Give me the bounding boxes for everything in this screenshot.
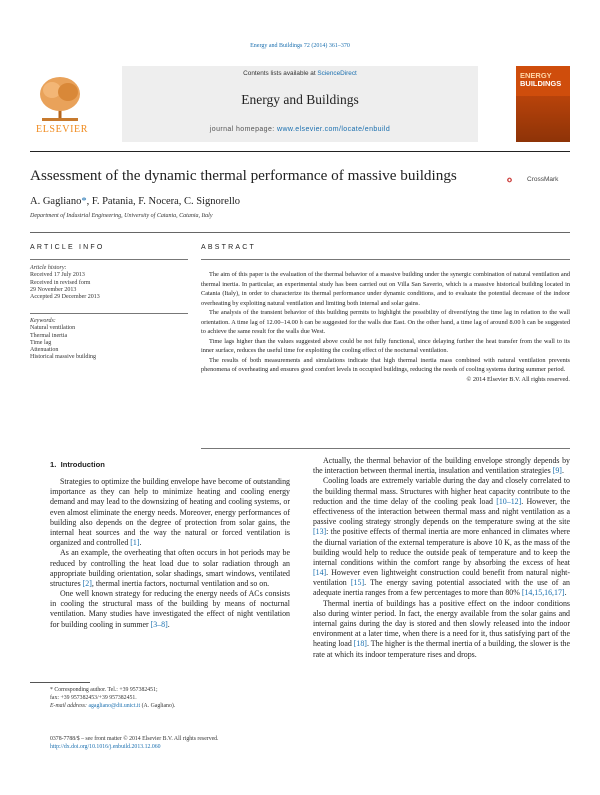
- article-history: [30, 265, 190, 301]
- citation-link[interactable]: [15]: [350, 578, 365, 588]
- email-owner: (A. Gagliano).: [141, 703, 176, 709]
- paragraph-text: Thermal inertia of buildings has a positive effect on the indoor conditions also during winter period. In fact, the energy available from the solar gains and internal gains during the day is stored and then slowly released into the indoor environment at a later time, when there is a need for it, thus satisfying part of the heating load: [313, 598, 570, 649]
- contents-prefix: Contents lists available at: [243, 70, 316, 77]
- affiliation: Department of Industrial Engineering, University of Catania, Catania, Italy: [30, 213, 213, 219]
- issn-line: 0378-7788/$ – see front matter © 2014 Elsevier B.V. All rights reserved.: [50, 736, 219, 742]
- history-rule: [30, 313, 188, 314]
- doi-link[interactable]: http://dx.doi.org/10.1016/j.enbuild.2013.12.060: [50, 744, 161, 750]
- paragraph-text: : the positive effects of thermal inertia are more enhanced in climates where the diurnal variation of the external temperature is above 10 K, as the mass of the building would help to reduce the outside peak of temperature and to keep the internal conditions within the comfort range by absorbing the excess of heat: [313, 527, 570, 567]
- body-paragraph: One well known strategy for reducing the energy needs of ACs consists in cooling the structural mass of the building by means of nocturnal ventilation. Many studies have investigated the effect of night ventilation for building cooling in summer [3–8].: [50, 589, 290, 629]
- title-rule: [30, 232, 570, 233]
- citation-link[interactable]: [14]: [313, 568, 327, 578]
- email-link[interactable]: agagliano@dii.unict.it: [88, 703, 141, 709]
- citation-link[interactable]: [14,15,16,17]: [521, 588, 565, 598]
- footnote: [50, 686, 175, 710]
- history-item: 29 November 2013: [30, 286, 77, 293]
- body-paragraph: Cooling loads are extremely variable during the day and closely correlated to the building thermal mass. Structures with higher heat capacity contribute to the reduction and the time delay of the cooling peak load [10–12]. However, the effectiveness of the interaction between thermal mass and night ventilation as a passive cooling strategy strongly depends on the temperature swing at the site [13]: the positive effects of thermal inertia are more enhanced in climates where the diurnal variation of the external temperature is above 10 K, as the mass of the building would help to reduce the outside peak of temperature and to keep the internal conditions within the comfort range by absorbing the excess of heat [14]. However even lightweight construction could benefit from natural night-ventilation [15]. The energy saving potential associated with the use of an adequate inertia ranges from a few percentages to more than 80% [14,15,16,17].: [313, 476, 570, 598]
- paragraph-text: Strategies to optimize the building envelope have become of outstanding importance as they can help to minimize heating and cooling energy demand and may lead to the downsizing of heating and cooling systems, or even almost eliminate the energy needs. Moreover, energy performances of building also depends on the degree of protection from solar gains, the internal heat sources and the way the natural or forced ventilation is organized and controlled: [50, 477, 290, 548]
- elsevier-logo-text: ELSEVIER: [35, 124, 89, 135]
- first-author[interactable]: A. Gagliano: [30, 196, 82, 207]
- cover-title-line-1: ENERGY: [520, 71, 552, 80]
- keywords-label: Keywords:: [30, 318, 56, 324]
- citation-link[interactable]: [9]: [552, 466, 562, 476]
- abstract-bottom-rule: [201, 448, 570, 449]
- article-info-rule: [30, 259, 188, 260]
- fax-note: fax: +39 957382453/+39 957382451.: [50, 695, 137, 701]
- page-footer: [50, 735, 219, 751]
- paragraph-text: Cooling loads are extremely variable during the day and closely correlated to the building thermal mass. Structures with higher heat capacity contribute to the reduction and the time delay of the cooling peak load: [313, 476, 570, 506]
- section-heading: [50, 460, 105, 469]
- journal-homepage: [122, 126, 478, 133]
- history-item: Accepted 29 December 2013: [30, 294, 100, 301]
- abstract-body: [201, 270, 570, 385]
- body-paragraph: Actually, the thermal behavior of the building envelope strongly depends by the interaction between thermal inertia, insulation and ventilation strategies [9].: [313, 456, 570, 476]
- abstract-rule: [201, 259, 570, 260]
- citation-link[interactable]: [10–12]: [496, 496, 522, 506]
- paragraph-text: . However even lightweight construction could benefit from natural night-ventilation: [313, 568, 570, 588]
- corresponding-author-mark[interactable]: *: [81, 196, 87, 207]
- abstract-paragraph: The analysis of the transient behavior of this building permits to highlight the possibility of diversifying the time lag in relation to the wall orientation. A time lag of 12.00–14.00 h can be suggested for the walls due East. On the other hand, a time lag of around 8.00 h can be suggested to achieve the same result for the walls due West.: [201, 309, 570, 336]
- email-note: [50, 702, 175, 710]
- body-paragraph: Strategies to optimize the building envelope have become of outstanding importance as they can help to minimize heating and cooling energy demand and may lead to the downsizing of heating and cooling systems, or even almost eliminate the energy needs. Moreover, energy performances of building also depends on the degree of protection from solar gains, the internal heat sources and the way the natural or forced ventilation is organized and controlled [1].: [50, 477, 290, 548]
- section-number: 1.: [50, 460, 57, 469]
- keyword-item: Natural ventilation: [30, 325, 76, 332]
- paragraph-text: One well known strategy for reducing the energy needs of ACs consists in cooling the structural mass of the building by means of nocturnal ventilation. Many studies have investigated the effect of night ventilation for building cooling in summer: [50, 589, 290, 629]
- keywords: [30, 318, 190, 362]
- body-paragraph: [50, 548, 290, 589]
- citation-link[interactable]: [2]: [82, 578, 92, 588]
- abstract-paragraph: The results of both measurements and simulations indicate that high thermal inertia mass combined with natural ventilation prevents phenomena of overheating and ensures good comfort levels in occupied buildings, reducing the needs of cooling systems during summer period.: [201, 356, 570, 374]
- section-title: Introduction: [60, 460, 105, 469]
- keyword-item: Historical massive building: [30, 354, 96, 361]
- history-item: Received in revised form: [30, 279, 91, 286]
- left-column: [50, 477, 290, 630]
- history-label: Article history:: [30, 265, 67, 271]
- co-authors: , F. Patania, F. Nocera, C. Signorello: [86, 196, 241, 207]
- paragraph-text: , thermal inertia factors, nocturnal ventilation and so on.: [91, 578, 270, 588]
- paragraph-text: . The higher is the thermal inertia of a building, the slower is the rate at which its indoor temperature rises and drops.: [313, 639, 570, 659]
- citation-link[interactable]: [18]: [353, 639, 367, 649]
- paragraph-text: As an example, the overheating that often occurs in hot periods may be reduced by controlling the heat load due to solar radiation through an appropriate building orientation, solar shadings, smart windows, ventilated structures: [50, 548, 290, 588]
- cover-artwork: [516, 96, 570, 142]
- citation-link[interactable]: [1]: [130, 538, 140, 548]
- header-rule: [30, 151, 570, 152]
- journal-name: Energy and Buildings: [241, 92, 359, 107]
- keyword-item: Attenuation: [30, 347, 59, 354]
- abstract-heading: ABSTRACT: [201, 244, 256, 251]
- body-paragraph: [313, 599, 570, 660]
- article-title: Assessment of the dynamic thermal performance of massive buildings: [30, 167, 457, 184]
- paragraph-text: . The energy saving potential associated with the use of an adequate inertia ranges from a few percentages to more than 80%: [313, 578, 570, 598]
- corresponding-author-note: * Corresponding author. Tel.: +39 957382451;: [50, 687, 158, 693]
- keyword-item: Time lag: [30, 339, 52, 346]
- journal-cover-thumbnail[interactable]: [516, 66, 570, 142]
- homepage-link[interactable]: www.elsevier.com/locate/enbuild: [276, 126, 391, 133]
- sciencedirect-link[interactable]: ScienceDirect: [317, 70, 357, 77]
- copyright: © 2014 Elsevier B.V. All rights reserved.: [466, 376, 570, 384]
- history-item: Received 17 July 2013: [30, 272, 85, 279]
- abstract-paragraph: Time lags higher than the values suggested above could be not fully functional, since delaying further the heat transfer from the wall to its inner surface, reduces the useful time for exploiting the cooling effect of the nocturnal ventilation.: [201, 337, 570, 355]
- crossmark-label[interactable]: CrossMark: [527, 176, 559, 183]
- email-label: E-mail address:: [50, 703, 87, 709]
- citation-link[interactable]: [13]: [313, 527, 327, 537]
- journal-reference[interactable]: Energy and Buildings 72 (2014) 361–370: [250, 43, 350, 49]
- contents-line: [122, 70, 478, 77]
- citation-link[interactable]: [3–8]: [150, 619, 168, 629]
- keyword-item: Thermal inertia: [30, 332, 68, 339]
- homepage-prefix: journal homepage:: [209, 126, 275, 133]
- crossmark-icon[interactable]: [507, 172, 527, 188]
- cover-title: [520, 72, 566, 87]
- paragraph-text: . However, the effectiveness of the interaction between thermal mass and night ventilation as a passive cooling strategy strongly depends on the temperature swing at the site: [313, 496, 570, 527]
- paragraph-text: Actually, the thermal behavior of the building envelope strongly depends by the interaction between thermal inertia, insulation and ventilation strategies: [313, 456, 570, 476]
- cover-title-line-2: BUILDINGS: [520, 78, 562, 88]
- abstract-paragraph: The aim of this paper is the evaluation of the thermal behavior of a massive building under the synergic combination of natural ventilation and thermal inertia. In particular, an experimental study has been carried out on Villa San Saverio, which is a massive historical building located in Catania (Italy), in order to characterize its thermal performance under dynamic conditions, and to evaluate the potential decrease of the indoor overheating by exploiting natural ventilation and limiting both internal and solar gains.: [201, 271, 570, 307]
- footnote-rule: [30, 682, 90, 683]
- article-info-heading: ARTICLE INFO: [30, 244, 105, 251]
- right-column: [313, 456, 570, 660]
- author-list: [30, 196, 240, 207]
